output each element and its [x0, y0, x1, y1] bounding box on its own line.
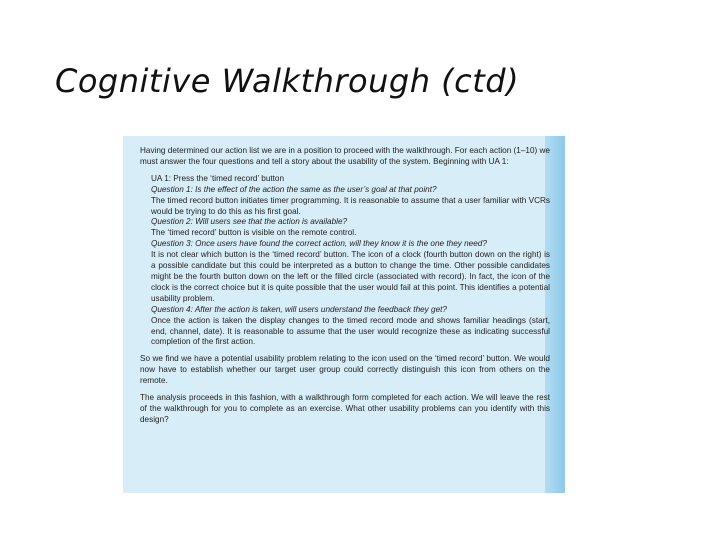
- answer-1: The timed record button initiates timer programming. It is reasonable to assume that a user familiar with VCRs would be trying to do this as his first goal.: [151, 195, 550, 216]
- excerpt-panel: [123, 136, 565, 493]
- excerpt-text: [140, 146, 550, 432]
- summary-paragraph: So we find we have a potential usability problem relating to the icon used on the ‘timed record’ button. We would now have to establish whether our target user group could correctly distinguish this icon from others on the remote.: [140, 354, 550, 386]
- ua1-heading: UA 1: Press the ‘timed record’ button: [151, 173, 285, 183]
- answer-4: Once the action is taken the display changes to the timed record mode and shows familiar headings (start, end, channel, date). It is reasonable to assume that the user would recognize these as indicating successful completion of the first action.: [151, 315, 550, 347]
- closing-paragraph: The analysis proceeds in this fashion, with a walkthrough form completed for each action. We will leave the rest of the walkthrough for you to complete as an exercise. What other usability problems can you identify with this design?: [140, 393, 550, 424]
- slide-title: Cognitive Walkthrough (ctd): [55, 62, 520, 100]
- intro-paragraph: Having determined our action list we are in a position to proceed with the walkthrough. For each action (1–10) we must answer the four questions and tell a story about the usability of the system. Beginning with UA 1:: [140, 146, 550, 166]
- question-1: Question 1: Is the effect of the action the same as the user’s goal at that point?: [151, 184, 437, 194]
- answer-3: It is not clear which button is the ‘timed record’ button. The icon of a clock (fourth button down on the right) is a possible candidate but this could be interpreted as a button to change the time. Other possible candidates might be the fourth button down on the left or the filled circle (associated with record). In fact, the icon of the clock is the correct choice but it is quite possible that the user would fail at this point. This identifies a potential usability problem.: [151, 250, 550, 303]
- question-2: Question 2: Will users see that the action is available?: [151, 217, 348, 227]
- question-4: Question 4: After the action is taken, will users understand the feedback they get?: [151, 304, 447, 314]
- answer-2: The ‘timed record’ button is visible on the remote control.: [151, 228, 357, 238]
- question-3: Question 3: Once users have found the correct action, will they know it is the one they need?: [151, 239, 487, 249]
- ua1-block: [151, 174, 550, 349]
